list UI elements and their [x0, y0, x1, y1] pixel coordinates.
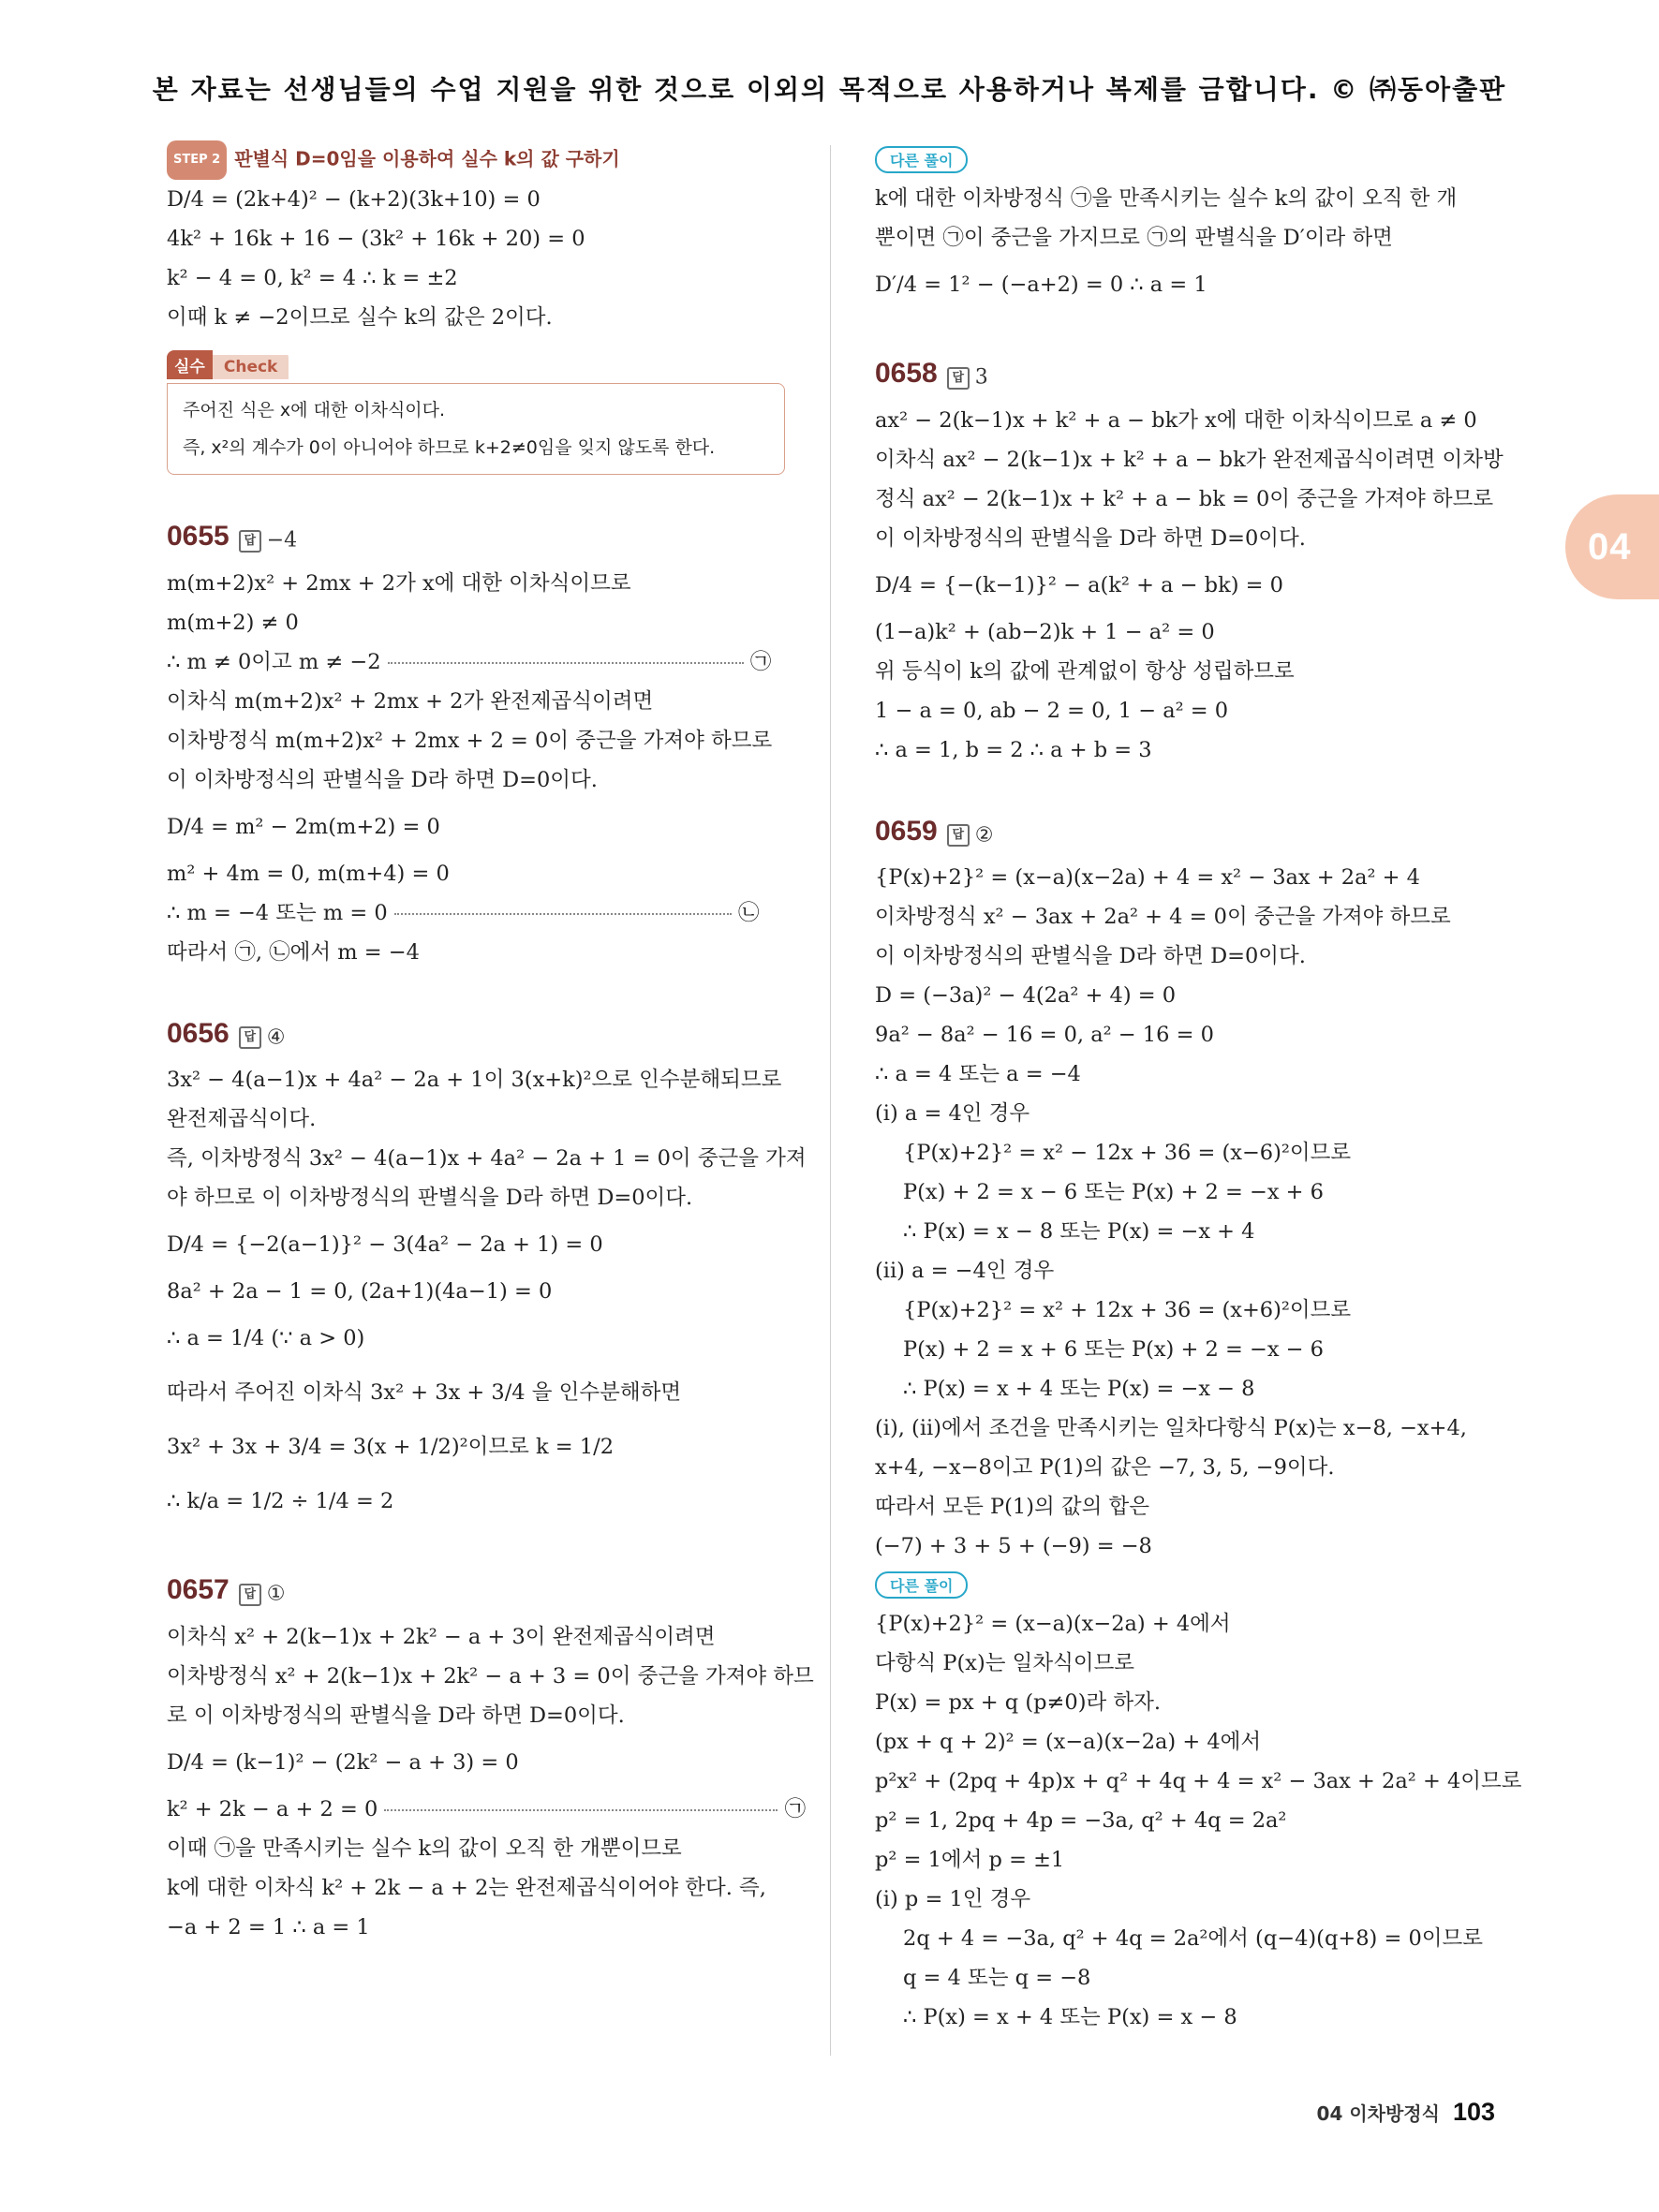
solution-line: 뿐이면 ㉠이 중근을 가지므로 ㉠의 판별식을 D′이라 하면 [875, 226, 1393, 250]
problem-number: 0659 [875, 815, 938, 847]
solution-line: D′/4 = 1² − (−a+2) = 0 ∴ a = 1 [875, 273, 1207, 297]
solution-line: D = (−3a)² − 4(2a² + 4) = 0 [875, 983, 1177, 1008]
solution-line: (i) p = 1인 경우 [875, 1887, 1031, 1911]
step-line: 4k² + 16k + 16 − (3k² + 16k + 20) = 0 [167, 227, 585, 251]
solution-line: D/4 = m² − 2m(m+2) = 0 [167, 814, 440, 839]
solution-line: 3x² − 4(a−1)x + 4a² − 2a + 1이 3(x+k)²으로 인수분해되므로 [167, 1068, 782, 1092]
solution-line-marked [167, 1790, 807, 1829]
solution-line: (ii) a = −4인 경우 [875, 1259, 1055, 1283]
solution-line: ∴ P(x) = x − 8 또는 P(x) = −x + 4 [903, 1219, 1255, 1244]
mistake-check-box [167, 350, 785, 475]
solution-line: ∴ P(x) = x + 4 또는 P(x) = x − 8 [903, 2005, 1237, 2029]
answer-icon: 답 [239, 1584, 261, 1606]
solution-line: 이차식 ax² − 2(k−1)x + k² + a − bk가 완전제곱식이려면 이차방 [875, 447, 1503, 472]
solution-line: 2q + 4 = −3a, q² + 4q = 2a²에서 (q−4)(q+8) = 0이므로 [903, 1926, 1483, 1951]
problem-answer: −4 [266, 528, 298, 553]
solution-line: ∴ a = 1, b = 2 ∴ a + b = 3 [875, 737, 1152, 762]
solution-line: q = 4 또는 q = −8 [903, 1966, 1091, 1990]
step-badge: STEP 2 [167, 140, 227, 180]
solution-line: ax² − 2(k−1)x + k² + a − bk가 x에 대한 이차식이므로 a ≠ 0 [875, 407, 1477, 433]
problem-number: 0655 [167, 521, 230, 552]
solution-line: 1 − a = 0, ab − 2 = 0, 1 − a² = 0 [875, 698, 1229, 723]
step-heading [167, 140, 785, 180]
check-tab-word: Check [213, 355, 289, 379]
answer-icon: 답 [947, 367, 970, 390]
step-title: 판별식 D=0임을 이용하여 실수 k의 값 구하기 [234, 147, 620, 170]
equation-mark: ㉡ [738, 900, 760, 925]
check-line: 주어진 식은 x에 대한 이차식이다. [183, 400, 446, 420]
problem-number: 0658 [875, 358, 938, 389]
solution-line: p² = 1에서 p = ±1 [875, 1848, 1065, 1872]
footer-chapter: 04 이차방정식 [1316, 2102, 1440, 2125]
answer-icon: 답 [947, 824, 970, 847]
check-line: 즉, x²의 계수가 0이 아니어야 하므로 k+2≠0임을 잊지 않도록 한다. [183, 437, 716, 458]
solution-line-marked [167, 893, 785, 933]
solution-line: (px + q + 2)² = (x−a)(x−2a) + 4에서 [875, 1730, 1262, 1754]
solution-line: 야 하므로 이 이차방정식의 판별식을 D라 하면 D=0이다. [167, 1186, 693, 1210]
column-divider [830, 145, 831, 2056]
dotted-leader [384, 1809, 778, 1811]
problem-number: 0656 [167, 1017, 230, 1049]
solution-line: x+4, −x−8이고 P(1)의 값은 −7, 3, 5, −9이다. [875, 1455, 1335, 1480]
solution-text: k² + 2k − a + 2 = 0 [167, 1796, 378, 1821]
copyright-notice: 본 자료는 선생님들의 수업 지원을 위한 것으로 이외의 목적으로 사용하거나 복제를 금합니다. © ㈜동아출판 [152, 74, 1507, 105]
problem-header-0657 [167, 1570, 785, 1615]
solution-line: 완전제곱식이다. [167, 1107, 317, 1131]
page-footer [1311, 2098, 1495, 2127]
solution-line: 이차식 m(m+2)x² + 2mx + 2가 완전제곱식이려면 [167, 688, 654, 714]
solution-line: (1−a)k² + (ab−2)k + 1 − a² = 0 [875, 619, 1215, 644]
chapter-tab [1565, 494, 1659, 599]
solution-text: ∴ m ≠ 0이고 m ≠ −2 [167, 649, 381, 674]
problem-header-0659 [875, 811, 1495, 857]
dotted-leader [388, 662, 744, 664]
solution-line: 즉, 이차방정식 3x² − 4(a−1)x + 4a² − 2a + 1 = 0이 중근을 가져 [167, 1146, 807, 1171]
answer-icon: 답 [239, 1026, 261, 1049]
solution-line: 따라서 ㉠, ㉡에서 m = −4 [167, 939, 420, 965]
solution-line: 따라서 주어진 이차식 3x² + 3x + 3/4 을 인수분해하면 [167, 1380, 682, 1405]
dotted-leader [394, 913, 732, 915]
solution-line: ∴ a = 4 또는 a = −4 [875, 1062, 1081, 1086]
solution-line: m(m+2)x² + 2mx + 2가 x에 대한 이차식이므로 [167, 570, 631, 596]
equation-mark: ㉠ [749, 649, 772, 674]
solution-line: 정식 ax² − 2(k−1)x + k² + a − bk = 0이 중근을 가져야 하므로 [875, 486, 1494, 511]
solution-line: {P(x)+2}² = x² + 12x + 36 = (x+6)²이므로 [903, 1298, 1352, 1322]
solution-line: ∴ a = 1/4 (∵ a > 0) [167, 1326, 365, 1350]
solution-line: m(m+2) ≠ 0 [167, 610, 299, 635]
problem-header-0656 [167, 1013, 785, 1059]
solution-line: −a + 2 = 1 ∴ a = 1 [167, 1914, 370, 1939]
solution-line: p²x² + (2pq + 4p)x + q² + 4q + 4 = x² − 3ax + 2a² + 4이므로 [875, 1769, 1522, 1793]
solution-line: {P(x)+2}² = (x−a)(x−2a) + 4에서 [875, 1612, 1231, 1636]
solution-line: ∴ P(x) = x + 4 또는 P(x) = −x − 8 [903, 1377, 1255, 1401]
solution-line: {P(x)+2}² = x² − 12x + 36 = (x−6)²이므로 [903, 1141, 1352, 1165]
answer-icon: 답 [239, 530, 261, 553]
check-tab [167, 350, 289, 379]
problem-answer: 3 [974, 365, 988, 390]
step-line: k² − 4 = 0, k² = 4 ∴ k = ±2 [167, 266, 458, 290]
solution-line: ∴ k/a = 1/2 ÷ 1/4 = 2 [167, 1489, 394, 1513]
solution-line: k에 대한 이차방정식 ㉠을 만족시키는 실수 k의 값이 오직 한 개 [875, 186, 1458, 211]
solution-line: 이차방정식 x² + 2(k−1)x + 2k² − a + 3 = 0이 중근을 가져야 하므 [167, 1663, 814, 1688]
solution-text: ∴ m = −4 또는 m = 0 [167, 900, 388, 925]
solution-line: 3x² + 3x + 3/4 = 3(x + 1/2)²이므로 k = 1/2 [167, 1435, 615, 1459]
solution-line: 이 이차방정식의 판별식을 D라 하면 D=0이다. [167, 767, 598, 792]
page-number: 103 [1452, 2098, 1495, 2126]
alt-solution-badge: 다른 풀이 [875, 146, 968, 173]
solution-line: 로 이 이차방정식의 판별식을 D라 하면 D=0이다. [167, 1703, 625, 1728]
solution-line: (i), (ii)에서 조건을 만족시키는 일차다항식 P(x)는 x−8, −x+4, [875, 1416, 1467, 1440]
solution-line: D/4 = {−(k−1)}² − a(k² + a − bk) = 0 [875, 572, 1283, 597]
solution-line: P(x) = px + q (p≠0)라 하자. [875, 1690, 1161, 1715]
problem-answer: ① [266, 1582, 286, 1606]
step-line: 이때 k ≠ −2이므로 실수 k의 값은 2이다. [167, 305, 553, 330]
right-column [875, 140, 1522, 2037]
solution-line-marked [167, 642, 785, 682]
solution-line: p² = 1, 2pq + 4p = −3a, q² + 4q = 2a² [875, 1808, 1287, 1833]
solution-line: (i) a = 4인 경우 [875, 1101, 1030, 1126]
solution-line: 이 이차방정식의 판별식을 D라 하면 D=0이다. [875, 944, 1306, 968]
problem-answer: ④ [266, 1025, 286, 1049]
solution-line: 이차식 x² + 2(k−1)x + 2k² − a + 3이 완전제곱식이려면 [167, 1624, 716, 1649]
solution-line: D/4 = {−2(a−1)}² − 3(4a² − 2a + 1) = 0 [167, 1232, 603, 1257]
problem-number: 0657 [167, 1574, 230, 1605]
problem-header-0658 [875, 353, 1495, 399]
equation-mark: ㉠ [784, 1796, 807, 1821]
alt-solution-badge: 다른 풀이 [875, 1571, 968, 1599]
problem-header-0655 [167, 516, 785, 562]
solution-line: 8a² + 2a − 1 = 0, (2a+1)(4a−1) = 0 [167, 1279, 553, 1304]
solution-line: 9a² − 8a² − 16 = 0, a² − 16 = 0 [875, 1023, 1214, 1047]
solution-line: 이차방정식 x² − 3ax + 2a² + 4 = 0이 중근을 가져야 하므로 [875, 905, 1451, 929]
check-tab-label: 실수 [167, 350, 213, 379]
solution-line: 위 등식이 k의 값에 관계없이 항상 성립하므로 [875, 658, 1295, 684]
solution-line: D/4 = (k−1)² − (2k² − a + 3) = 0 [167, 1749, 519, 1775]
problem-answer: ② [974, 823, 994, 847]
solution-line: 이 이차방정식의 판별식을 D라 하면 D=0이다. [875, 525, 1306, 551]
solution-line: k에 대한 이차식 k² + 2k − a + 2는 완전제곱식이어야 한다. 즉, [167, 1875, 766, 1900]
solution-line: 다항식 P(x)는 일차식이므로 [875, 1651, 1135, 1675]
solution-line: P(x) + 2 = x + 6 또는 P(x) + 2 = −x − 6 [903, 1337, 1324, 1362]
check-content [167, 383, 785, 475]
solution-line: 따라서 모든 P(1)의 값의 합은 [875, 1495, 1149, 1519]
solution-line: P(x) + 2 = x − 6 또는 P(x) + 2 = −x + 6 [903, 1180, 1324, 1204]
solution-line: 이차방정식 m(m+2)x² + 2mx + 2 = 0이 중근을 가져야 하므로 [167, 728, 773, 753]
solution-line: {P(x)+2}² = (x−a)(x−2a) + 4 = x² − 3ax + 2a² + 4 [875, 865, 1420, 890]
solution-line: (−7) + 3 + 5 + (−9) = −8 [875, 1534, 1152, 1558]
chapter-tab-label: 04 [1588, 526, 1632, 568]
step-line: D/4 = (2k+4)² − (k+2)(3k+10) = 0 [167, 187, 541, 212]
left-column [167, 140, 814, 1947]
solution-line: m² + 4m = 0, m(m+4) = 0 [167, 861, 450, 886]
solution-line: 이때 ㉠을 만족시키는 실수 k의 값이 오직 한 개뿐이므로 [167, 1836, 682, 1861]
